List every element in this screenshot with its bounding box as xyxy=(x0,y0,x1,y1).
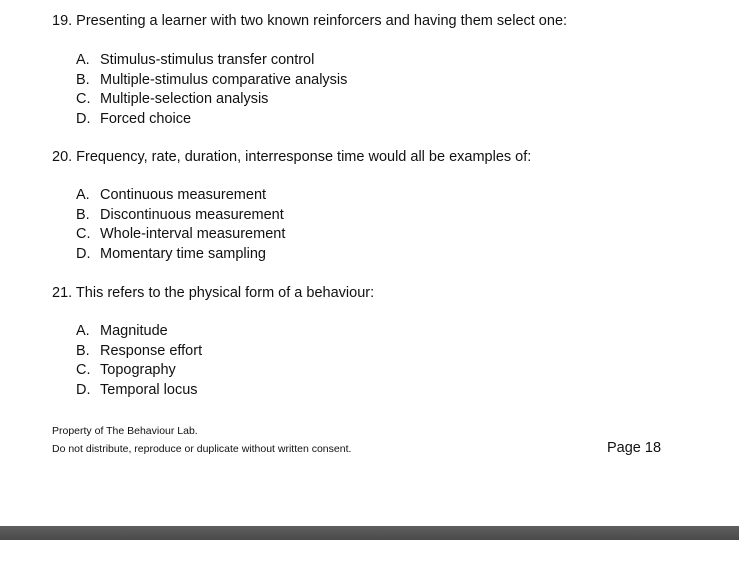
option-text: Momentary time sampling xyxy=(100,245,266,262)
question-19: 19. Presenting a learner with two known reinforcers and having them select one: xyxy=(52,13,568,29)
viewer-bottom-bar xyxy=(0,526,739,540)
viewer-bottom-area xyxy=(0,540,739,575)
option-letter: D. xyxy=(76,381,91,398)
option-20-a xyxy=(76,186,285,206)
option-text: Multiple-selection analysis xyxy=(100,91,269,107)
option-letter: B. xyxy=(76,342,90,359)
question-20-options xyxy=(76,186,285,264)
option-letter: A. xyxy=(76,52,90,68)
option-21-b xyxy=(76,342,202,362)
option-letter: D. xyxy=(76,245,91,262)
option-letter: C. xyxy=(76,226,91,242)
question-19-options xyxy=(76,51,347,129)
option-21-d xyxy=(76,381,202,401)
option-text: Topography xyxy=(100,362,176,378)
option-19-c xyxy=(76,90,347,110)
option-letter: D. xyxy=(76,110,91,127)
footer-copyright-line: Do not distribute, reproduce or duplicate without written consent. xyxy=(52,443,352,455)
option-19-d xyxy=(76,110,347,130)
option-text: Forced choice xyxy=(100,110,192,127)
option-20-c xyxy=(76,225,285,245)
option-text: Multiple-stimulus comparative analysis xyxy=(100,71,348,88)
option-letter: A. xyxy=(76,187,90,203)
page-number: Page 18 xyxy=(607,440,662,456)
option-21-c xyxy=(76,361,202,381)
option-20-d xyxy=(76,245,285,265)
option-text: Continuous measurement xyxy=(100,187,267,203)
option-21-a xyxy=(76,322,202,342)
option-text: Stimulus-stimulus transfer control xyxy=(100,52,315,68)
question-21-options xyxy=(76,322,202,400)
question-20: 20. Frequency, rate, duration, interresponse time would all be examples of: xyxy=(52,149,532,165)
option-text: Magnitude xyxy=(100,323,168,339)
option-text: Temporal locus xyxy=(100,381,198,398)
option-19-a xyxy=(76,51,347,71)
option-20-b xyxy=(76,206,285,226)
option-text: Discontinuous measurement xyxy=(100,206,284,223)
question-21: 21. This refers to the physical form of a behaviour: xyxy=(52,285,375,301)
option-text: Whole-interval measurement xyxy=(100,226,286,242)
option-letter: B. xyxy=(76,206,90,223)
option-letter: A. xyxy=(76,323,90,339)
option-19-b xyxy=(76,71,347,91)
option-letter: C. xyxy=(76,91,91,107)
option-text: Response effort xyxy=(100,342,203,359)
option-letter: B. xyxy=(76,71,90,88)
option-letter: C. xyxy=(76,362,91,378)
footer-property-line: Property of The Behaviour Lab. xyxy=(52,425,198,437)
